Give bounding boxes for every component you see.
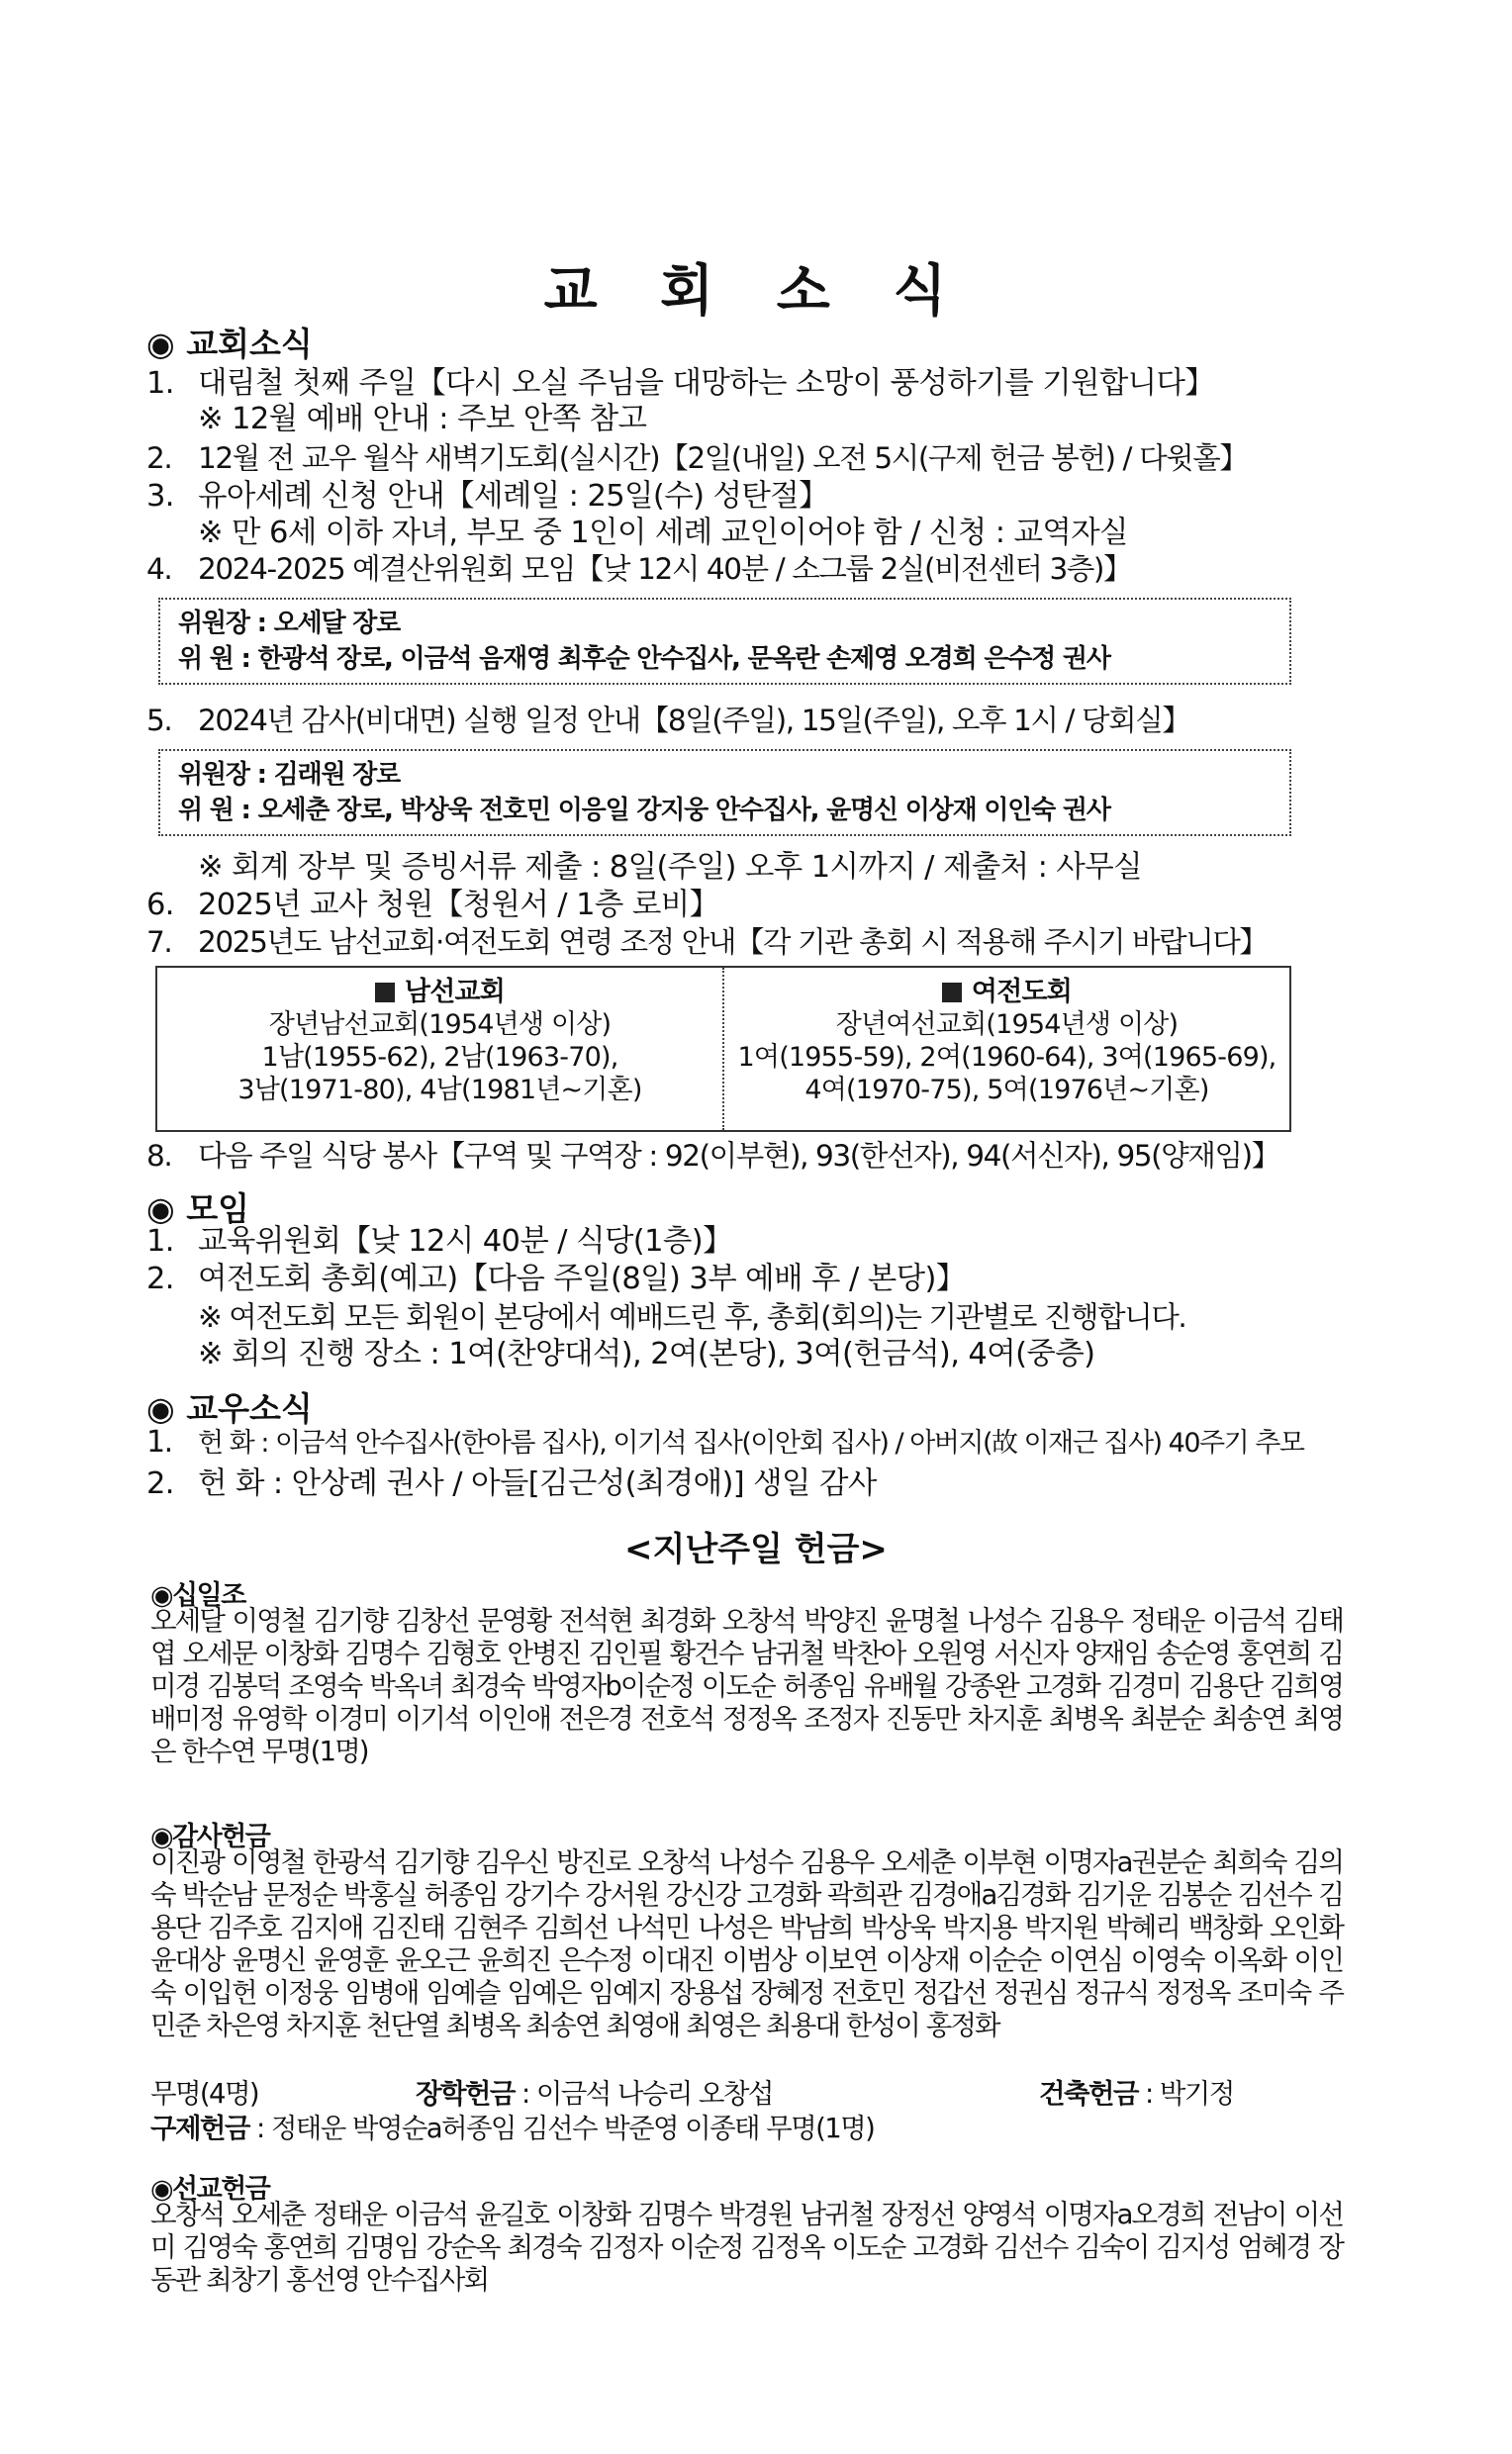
thanks-offering-anonymous: 무명(4명) bbox=[150, 2078, 259, 2110]
church-news-item-6: 6. 2025년 교사 청원【청원서 / 1층 로비】 bbox=[146, 888, 719, 922]
women-mission-line: 장년여선교회(1954년생 이상) bbox=[835, 1009, 1179, 1040]
mission-offering-names: 오창석 오세춘 정태운 이금석 윤길호 이창화 김명수 박경원 남귀철 장정선 양영석 이명자a오경희 전남이 이선미 김영숙 홍연희 김명임 강순옥 최경숙 김정자 이순정 김정옥 이도순 고경화 김선수 김숙이 김지성 엄혜경 장동관 최창기 홍선영 안수집사회 bbox=[150, 2199, 1343, 2296]
member-news-item-1: 1. 헌 화 : 이금석 안수집사(한아름 집사), 이기석 집사(이안회 집사) / 아버지(故 이재근 집사) 40주기 추모 bbox=[146, 1425, 1304, 1460]
bullet-icon: ◉ bbox=[146, 325, 175, 363]
mission-offering-heading: ◉선교헌금 bbox=[150, 2174, 270, 2205]
women-mission-heading: 여전도회 bbox=[724, 976, 1289, 1008]
church-news-item-3: 3. 유아세례 신청 안내【세례일 : 25일(수) 성탄절】 bbox=[146, 479, 828, 514]
women-mission-column bbox=[722, 968, 1289, 1130]
men-mission-column bbox=[157, 968, 722, 1130]
member-news-item-2: 2. 헌 화 : 안상례 권사 / 아들[김근성(최경애)] 생일 감사 bbox=[146, 1466, 877, 1501]
men-mission-line: 1남(1955-62), 2남(1963-70), bbox=[261, 1042, 618, 1073]
men-mission-heading: 남선교회 bbox=[157, 976, 722, 1008]
budget-committee-chair: 위원장 : 오세달 장로 bbox=[178, 609, 401, 638]
church-news-item-7: 7. 2025년도 남선교회·여전도회 연령 조정 안내【각 기관 총회 시 적용해 주시기 바랍니다】 bbox=[146, 925, 1268, 959]
section-heading-member-news: ◉ 교우소식 bbox=[146, 1389, 313, 1428]
meetings-note-1: ※ 여전도회 모든 회원이 본당에서 예배드린 후, 총회(회의)는 기관별로 진행합니다. bbox=[198, 1300, 1186, 1334]
tithe-names: 오세달 이영철 김기향 김창선 문영황 전석현 최경화 오창석 박양진 윤명철 나성수 김용우 정태운 이금석 김태엽 오세문 이창화 김명수 김형호 안병진 김인필 황건수 남귀철 박찬아 오원영 서신자 양재임 송순영 홍연희 김미경 김봉덕 조영숙 박옥녀 최경숙 박영자b이순정 이도순 허종임 유배월 강종완 고경화 김경미 김용단 김희영 배미정 유영학 이경미 이기석 이인애 전은경 전호석 정정옥 조정자 진동만 차지훈 최병옥 최분순 최송연 최영은 한수연 무명(1명) bbox=[150, 1605, 1343, 1767]
women-mission-line: 1여(1955-59), 2여(1960-64), 3여(1965-69), bbox=[737, 1042, 1276, 1073]
church-news-note-1: ※ 12월 예배 안내 : 주보 안쪽 참고 bbox=[198, 402, 647, 436]
offering-title: <지난주일 헌금> bbox=[624, 1530, 888, 1569]
men-mission-line: 장년남선교회(1954년생 이상) bbox=[268, 1009, 612, 1040]
audit-committee-members: 위 원 : 오세춘 장로, 박상욱 전호민 이응일 강지웅 안수집사, 윤명신 이상재 이인숙 권사 bbox=[178, 796, 1110, 825]
meetings-item-2: 2. 여전도회 총회(예고)【다음 주일(8일) 3부 예배 후 / 본당)】 bbox=[146, 1262, 966, 1296]
page-title: 교 회 소 식 bbox=[543, 258, 969, 324]
thanks-offering-names: 이진광 이영철 한광석 김기향 김우신 방진로 오창석 나성수 김용우 오세춘 이부현 이명자a권분순 최희숙 김의숙 박순남 문정순 박홍실 허종임 강기수 강서원 강신강 고경화 곽희관 김경애a김경화 김기운 김봉순 김선수 김용단 김주호 김지애 김진태 김현주 김희선 나석민 나성은 박남희 박상욱 박지용 박지원 박혜리 백창화 오인화 윤대상 윤명신 윤영훈 윤오근 윤희진 은수정 이대진 이범상 이보연 이상재 이순순 이연심 이영숙 이옥화 이인숙 이입헌 이정웅 임병애 임예슬 임예은 임예지 장용섭 장혜정 전호민 정갑선 정권심 정규식 정정옥 조미숙 주민준 차은영 차지훈 천단열 최병옥 최송연 최영애 최영은 최용대 한성이 홍정화 bbox=[150, 1846, 1343, 2041]
audit-committee-box bbox=[158, 749, 1291, 836]
meetings-note-2: ※ 회의 진행 장소 : 1여(찬양대석), 2여(본당), 3여(헌금석), 4여(중층) bbox=[198, 1337, 1095, 1371]
relief-offering: 구제헌금 : 정태운 박영순a허종임 김선수 박준영 이종태 무명(1명) bbox=[150, 2113, 875, 2144]
scholarship-offering: 장학헌금 : 이금석 나승리 오창섭 bbox=[416, 2078, 773, 2110]
building-offering: 건축헌금 : 박기정 bbox=[1039, 2078, 1234, 2110]
age-adjustment-table bbox=[155, 966, 1291, 1132]
budget-committee-box bbox=[158, 598, 1291, 685]
budget-committee-members: 위 원 : 한광석 장로, 이금석 음재영 최후순 안수집사, 문옥란 손제영 오경희 은수정 권사 bbox=[178, 644, 1110, 674]
women-mission-line: 4여(1970-75), 5여(1976년~기혼) bbox=[804, 1075, 1209, 1105]
church-news-item-8: 8. 다음 주일 식당 봉사【구역 및 구역장 : 92(이부현), 93(한선자), 94(서신자), 95(양재임)】 bbox=[146, 1139, 1279, 1173]
bullet-icon: ◉ bbox=[146, 1189, 175, 1228]
church-news-item-2: 2. 12월 전 교우 월삭 새벽기도회(실시간)【2일(내일) 오전 5시(구제 헌금 봉헌) / 다윗홀】 bbox=[146, 441, 1248, 475]
tithe-heading: ◉십일조 bbox=[150, 1580, 245, 1611]
church-news-note-3: ※ 만 6세 이하 자녀, 부모 중 1인이 세례 교인이어야 함 / 신청 : 교역자실 bbox=[198, 516, 1128, 550]
square-bullet-icon bbox=[375, 983, 395, 1002]
section-heading-church-news: ◉ 교회소식 bbox=[146, 325, 313, 363]
bullet-icon: ◉ bbox=[146, 1389, 175, 1428]
thanks-offering-heading: ◉감사헌금 bbox=[150, 1822, 270, 1852]
church-news-note-5: ※ 회계 장부 및 증빙서류 제출 : 8일(주일) 오후 1시까지 / 제출처 : 사무실 bbox=[198, 850, 1143, 885]
church-news-item-4: 4. 2024-2025 예결산위원회 모임【낮 12시 40분 / 소그룹 2실(비전센터 3층)】 bbox=[146, 552, 1132, 586]
men-mission-line: 3남(1971-80), 4남(1981년~기혼) bbox=[237, 1075, 642, 1105]
square-bullet-icon bbox=[942, 983, 962, 1002]
church-news-item-5: 5. 2024년 감사(비대면) 실행 일정 안내【8일(주일), 15일(주일), 오후 1시 / 당회실】 bbox=[146, 704, 1190, 737]
section-heading-meetings: ◉ 모임 bbox=[146, 1189, 250, 1228]
audit-committee-chair: 위원장 : 김래원 장로 bbox=[178, 760, 401, 790]
meetings-item-1: 1. 교육위원회【낮 12시 40분 / 식당(1층)】 bbox=[146, 1224, 732, 1259]
church-news-item-1: 1. 대림철 첫째 주일【다시 오실 주님을 대망하는 소망이 풍성하기를 기원합니다】 bbox=[146, 366, 1215, 401]
